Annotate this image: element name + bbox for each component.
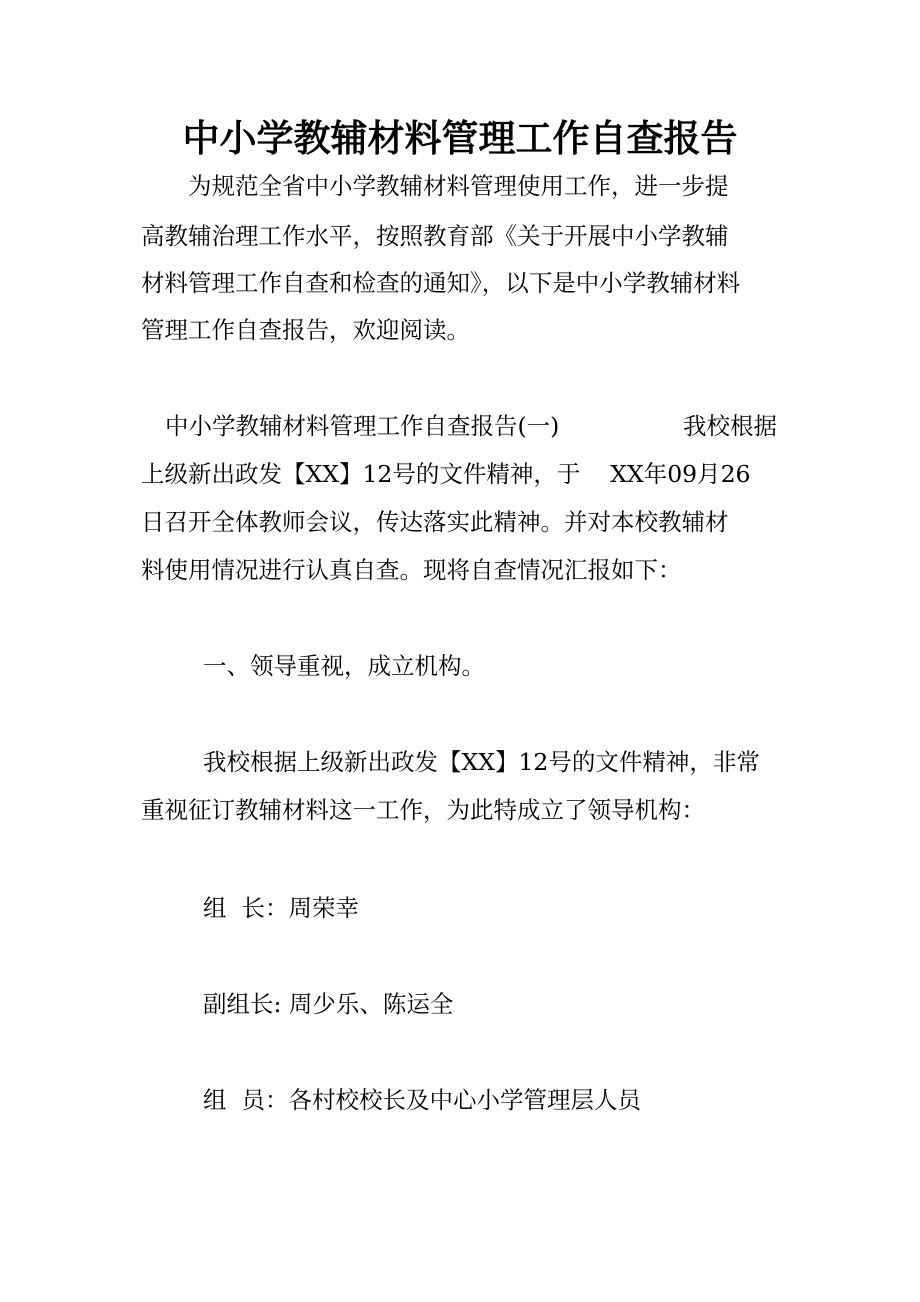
members-line: 组 员：各村校校长及中心小学管理层人员 [203,1086,641,1114]
section-line: 上级新出政发【XX】12号的文件精神，于 XX年09月26 [141,460,751,488]
item-heading: 一、领导重视，成立机构。 [203,652,485,680]
section-line: 料使用情况进行认真自查。现将自查情况汇报如下： [141,556,682,584]
item-line: 我校根据上级新出政发【XX】12号的文件精神，非常 [203,748,760,776]
section-heading-tail: 我校根据 [683,412,777,440]
section-heading: 中小学教辅材料管理工作自查报告(一) [165,412,560,440]
intro-line: 高教辅治理工作水平，按照教育部《关于开展中小学教辅 [141,222,729,250]
leader-line: 组 长：周荣幸 [203,894,359,922]
intro-line: 为规范全省中小学教辅材料管理使用工作，进一步提 [188,172,729,200]
item-line: 重视征订教辅材料这一工作，为此特成立了领导机构： [141,796,705,824]
intro-line: 管理工作自查报告，欢迎阅读。 [141,316,470,344]
document-title: 中小学教辅材料管理工作自查报告 [182,116,738,160]
section-line: 日召开全体教师会议，传达落实此精神。并对本校教辅材 [141,508,729,536]
deputy-line: 副组长: 周少乐、陈运全 [203,990,454,1018]
intro-line: 材料管理工作自查和检查的通知》，以下是中小学教辅材料 [141,269,741,297]
